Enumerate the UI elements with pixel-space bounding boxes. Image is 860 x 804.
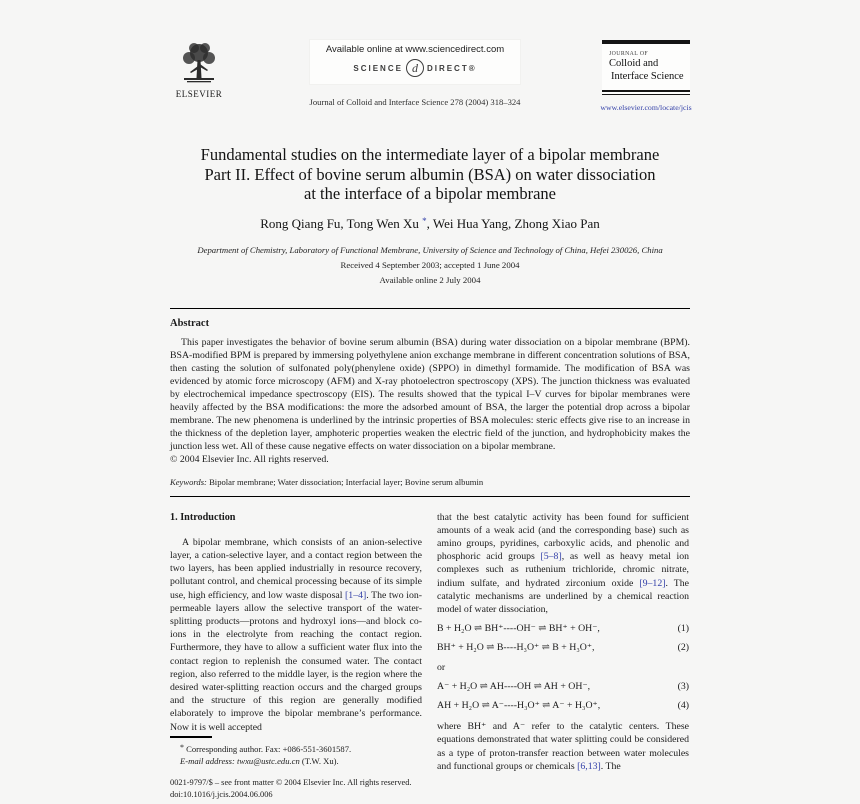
issn-line: 0021-9797/$ – see front matter © 2004 Elsevier Inc. All rights reserved. xyxy=(170,777,412,787)
equation-3 xyxy=(437,680,689,693)
equation-3-number: (3) xyxy=(677,680,689,692)
cover-title-line1: Colloid and xyxy=(609,58,659,69)
sciencedirect-banner[interactable] xyxy=(310,40,520,84)
elsevier-tree-icon xyxy=(176,40,222,88)
footnote-rule xyxy=(170,736,212,738)
abstract-copyright: © 2004 Elsevier Inc. All rights reserved. xyxy=(170,453,329,465)
right-text-5: . The xyxy=(600,760,621,772)
footnote-fax: Corresponding author. Fax: +086-551-3601587. xyxy=(184,744,352,755)
section-heading-introduction: 1. Introduction xyxy=(170,511,236,523)
paper-page xyxy=(170,0,690,799)
right-text-2: , as well as heavy metal ion complexes such as ruthenium trichloride, chromic nitrate, indium sulfate, and hydrated zirconium oxide xyxy=(437,551,689,589)
corresponding-author-star-link[interactable]: * xyxy=(422,215,427,226)
available-online-text: Available online at www.sciencedirect.com xyxy=(325,44,505,55)
equation-4-number: (4) xyxy=(677,699,689,711)
equation-block xyxy=(437,622,689,712)
citation-link-1-4[interactable]: [1–4] xyxy=(345,589,367,601)
keywords-label: Keywords: xyxy=(170,476,207,487)
title-line-2: Part II. Effect of bovine serum albumin (BSA) on water dissociation xyxy=(204,164,656,184)
intro-paragraph xyxy=(170,536,422,734)
header xyxy=(170,40,690,112)
authors-text-post: , Wei Hua Yang, Zhong Xiao Pan xyxy=(426,215,600,231)
cover-top-rule xyxy=(602,40,690,44)
footnote-star: * xyxy=(180,743,184,753)
journal-citation-line: Journal of Colloid and Interface Science 278 (2004) 318–324 xyxy=(309,97,521,107)
email-link[interactable]: twxu@ustc.edu.cn xyxy=(234,756,300,767)
article-title xyxy=(170,145,690,204)
received-dates: Received 4 September 2003; accepted 1 June 2004 xyxy=(340,259,520,270)
title-line-3: at the interface of a bipolar membrane xyxy=(304,184,556,203)
author-list xyxy=(170,216,690,232)
header-right xyxy=(602,40,690,112)
catalytic-centers-paragraph xyxy=(437,720,689,773)
authors-text-pre: Rong Qiang Fu, Tong Wen Xu xyxy=(260,215,423,231)
direct-wordmark: DIRECT® xyxy=(426,63,477,73)
right-text-4: where BH⁺ and A⁻ refer to the catalytic centers. These equations demonstrated that water splitting could be considered as a type of proton-transfer reaction between water molecules and functional groups or chemicals xyxy=(437,721,689,772)
email-label: E-mail address: xyxy=(180,756,235,767)
citation-link-5-8[interactable]: [5–8] xyxy=(540,551,562,563)
intro-text-2: . The two ion-permeable layers allow the selective transport of the water-splitting products—protons and hydroxyl ions—and block co-ions in the electrolyte from reaching the contact region. Furthermore, they have to allow a sufficient water flux into the contact region to replenish the consumed water. The contact region, also referred to the middle layer, is the region where the desired water-splitting reaction occurs and the charged groups and the structure of this region are generally modified elaborately to improve the bipolar membrane’s performance. Now it is well accepted xyxy=(170,589,423,733)
equation-2-expr: BH⁺ + H₂O ⇌ B----H₃O⁺ ⇌ B + H₃O⁺, xyxy=(437,642,595,654)
affiliation: Department of Chemistry, Laboratory of Functional Membrane, University of Science and Technology of China, Hefei 230026, China xyxy=(197,244,663,255)
sciencedirect-d-icon: d xyxy=(406,59,424,77)
left-column xyxy=(170,511,422,799)
citation-link-6-13[interactable]: [6,13] xyxy=(577,760,601,772)
intro-text-1: A bipolar membrane, which consists of an anion-selective layer, a cation-selective layer, and a contact region between the two layers, has been applied industrially in resource recovery, pollutant control, and chemical processing because of its simple use, high efficiency, and low waste disposal xyxy=(170,536,422,601)
equation-4 xyxy=(437,699,689,712)
left-column-footer xyxy=(170,736,422,800)
elsevier-wordmark: ELSEVIER xyxy=(175,89,223,99)
equations-or-text: or xyxy=(437,661,446,673)
cover-bottom-rules xyxy=(602,90,690,95)
doi-line: doi:10.1016/j.jcis.2004.06.006 xyxy=(170,789,273,799)
keywords-text: Bipolar membrane; Water dissociation; Interfacial layer; Bovine serum albumin xyxy=(206,476,484,487)
science-wordmark: SCIENCE xyxy=(353,63,403,73)
abstract-body: This paper investigates the behavior of bovine serum albumin (BSA) during water dissociation on a bipolar membrane (BPM). BSA-modified BPM is prepared by immersing polyethylene anion exchange membrane in different concentration solutions of BSA, then casting the solution of sulfonated poly(phenylene oxide) (SPPO) in dimethyl formamide. The modification of BSA was evidenced by atomic force microscopy (AFM) and X-ray photoelectron spectroscopy (XPS). The junction thickness was evaluated by electrochemical impedance spectroscopy (EIS). The results showed that the typical I–V curves for bipolar membranes were heavily affected by the BSA modifications: the more the adsorbed amount of BSA, the larger the potential drop across a bipolar membrane. The new phenomena is underlined by the intrinsic properties of BSA molecules: steric effects give rise to an increase in the thickness of the depletion layer, amphoteric properties weaken the electric field of the junction, and hydrophobicity makes the junction less wet. All of these cause negative effects on water dissociation on a bipolar membrane. xyxy=(170,336,690,452)
right-text-3: . The catalytic mechanisms are underlined by a chemical reaction model of water dissociation, xyxy=(437,577,690,615)
cover-title-line2: Interface Science xyxy=(611,70,684,82)
equation-1-number: (1) xyxy=(677,623,689,635)
available-online-date: Available online 2 July 2004 xyxy=(379,274,481,285)
equation-2 xyxy=(437,641,689,654)
equation-1-expr: B + H₂O ⇌ BH⁺----OH⁻ ⇌ BH⁺ + OH⁻, xyxy=(437,623,600,635)
abstract-bottom-rule xyxy=(170,496,690,497)
right-column xyxy=(437,511,689,799)
issn-copyright-block xyxy=(170,777,422,801)
corresponding-author-footnote xyxy=(170,742,422,768)
equation-3-expr: A⁻ + H₂O ⇌ AH----OH ⇌ AH + OH⁻, xyxy=(437,680,591,692)
journal-website-link[interactable]: www.elsevier.com/locate/jcis xyxy=(600,103,692,112)
cover-journal-of: JOURNAL OF xyxy=(609,51,649,57)
abstract-heading: Abstract xyxy=(170,317,210,329)
email-suffix: (T.W. Xu). xyxy=(299,756,339,767)
equation-1 xyxy=(437,622,689,635)
equation-4-expr: AH + H₂O ⇌ A⁻----H₃O⁺ ⇌ A⁻ + H₃O⁺, xyxy=(437,699,601,711)
equation-2-number: (2) xyxy=(677,642,689,654)
header-center xyxy=(228,40,602,107)
sciencedirect-logo xyxy=(326,59,504,77)
right-text-1: that the best catalytic activity has been found for sufficient amounts of a weak acid (and the corresponding base) such as amino groups, pyridines, carboxylic acids, and phenolic and phosphoric acid groups xyxy=(437,511,689,563)
journal-cover xyxy=(602,40,690,95)
keywords-line xyxy=(170,477,690,487)
abstract-top-rule xyxy=(170,308,690,309)
citation-link-9-12[interactable]: [9–12] xyxy=(639,577,666,589)
title-line-1: Fundamental studies on the intermediate layer of a bipolar membrane xyxy=(200,145,660,164)
catalytic-paragraph xyxy=(437,511,689,617)
body-columns xyxy=(170,511,690,799)
elsevier-logo xyxy=(170,40,228,99)
